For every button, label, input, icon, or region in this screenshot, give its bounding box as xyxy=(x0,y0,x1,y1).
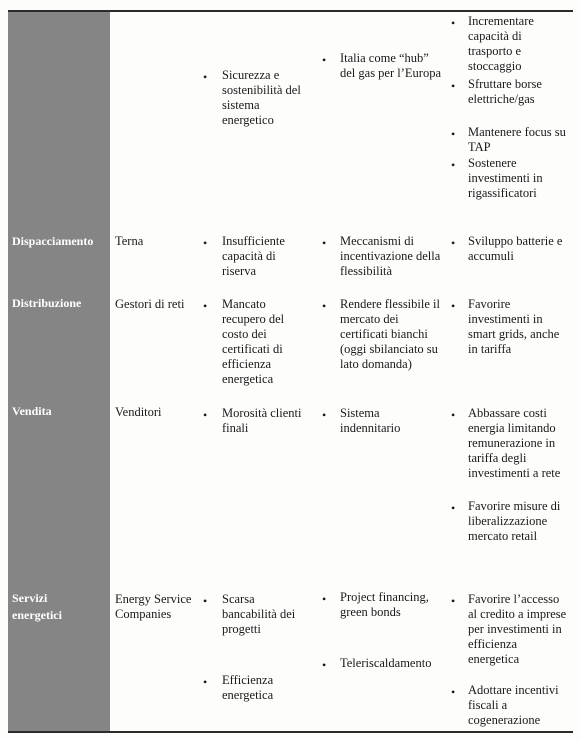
bullet: • xyxy=(451,594,456,608)
row-0-col3-item-3: Sostenere investimenti in rigassificatori xyxy=(468,156,543,200)
bullet: • xyxy=(203,299,208,313)
row-4-actor: Energy Service Companies xyxy=(115,592,192,621)
bullet: • xyxy=(322,53,327,67)
row-3-actor: Venditori xyxy=(115,405,162,419)
bullet: • xyxy=(203,236,208,250)
row-1-col2-item-0: Meccanismi di incentivazione della flessibilità xyxy=(340,234,441,278)
row-1-label: Dispacciamento xyxy=(12,234,94,248)
row-2-col3-item-0: Favorire investimenti in smart grids, anche in tariffa xyxy=(468,297,560,356)
row-0-col3-item-1: Sfruttare borse elettriche/gas xyxy=(468,77,542,106)
bullet: • xyxy=(451,408,456,422)
row-4-col3-item-0: Favorire l’accesso al credito a imprese per investimenti in efficienza energetica xyxy=(468,592,567,666)
table-top-rule xyxy=(8,10,573,12)
bullet: • xyxy=(322,592,327,606)
row-3-col2-item-0: Sistema indennitario xyxy=(340,406,401,435)
row-2-label: Distribuzione xyxy=(12,296,82,310)
row-4-col2-item-1: Teleriscaldamento xyxy=(340,656,432,670)
row-3-col3-item-1: Favorire misure di liberalizzazione mercato retail xyxy=(468,499,561,543)
bullet: • xyxy=(203,408,208,422)
row-4-label: Servizi energetici xyxy=(12,591,62,622)
row-4-col3-item-1: Adottare incentivi fiscali a cogenerazione xyxy=(468,683,559,727)
bullet: • xyxy=(322,236,327,250)
bullet: • xyxy=(451,236,456,250)
bullet: • xyxy=(451,127,456,141)
bullet: • xyxy=(203,594,208,608)
row-0-col2-item-0: Italia come “hub” del gas per l’Europa xyxy=(340,51,442,80)
row-0-col1-item-0: Sicurezza e sostenibilità del sistema energetico xyxy=(222,68,301,127)
row-2-actor: Gestori di reti xyxy=(115,297,185,311)
row-3-col3-item-0: Abbassare costi energia limitando remunerazione in tariffa degli investimenti a rete xyxy=(468,406,561,480)
row-3-label: Vendita xyxy=(12,404,52,418)
row-0-col3-item-2: Mantenere focus su TAP xyxy=(468,125,566,154)
row-4-col1-item-0: Scarsa bancabilità dei progetti xyxy=(222,592,296,636)
row-4-col2-item-0: Project financing, green bonds xyxy=(340,590,429,619)
bullet: • xyxy=(322,658,327,672)
bullet: • xyxy=(203,70,208,84)
row-2-col2-item-0: Rendere flessibile il mercato dei certificati bianchi (oggi sbilanciato su lato domanda) xyxy=(340,297,440,371)
bullet: • xyxy=(203,675,208,689)
row-1-col1-item-0: Insufficiente capacità di riserva xyxy=(222,234,285,278)
row-3-col1-item-0: Morosità clienti finali xyxy=(222,406,302,435)
bullet: • xyxy=(322,299,327,313)
table-bottom-rule xyxy=(8,731,573,733)
row-4-col1-item-1: Efficienza energetica xyxy=(222,673,274,702)
row-1-col3-item-0: Sviluppo batterie e accumuli xyxy=(468,234,563,263)
row-1-actor: Terna xyxy=(115,234,144,248)
bullet: • xyxy=(451,685,456,699)
bullet: • xyxy=(322,408,327,422)
row-2-col1-item-0: Mancato recupero del costo dei certificati di efficienza energetica xyxy=(222,297,285,386)
bullet: • xyxy=(451,501,456,515)
bullet: • xyxy=(451,299,456,313)
bullet: • xyxy=(451,16,456,30)
bullet: • xyxy=(451,79,456,93)
row-0-col3-item-0: Incrementare capacità di trasporto e stoccaggio xyxy=(468,14,534,73)
bullet: • xyxy=(451,158,456,172)
